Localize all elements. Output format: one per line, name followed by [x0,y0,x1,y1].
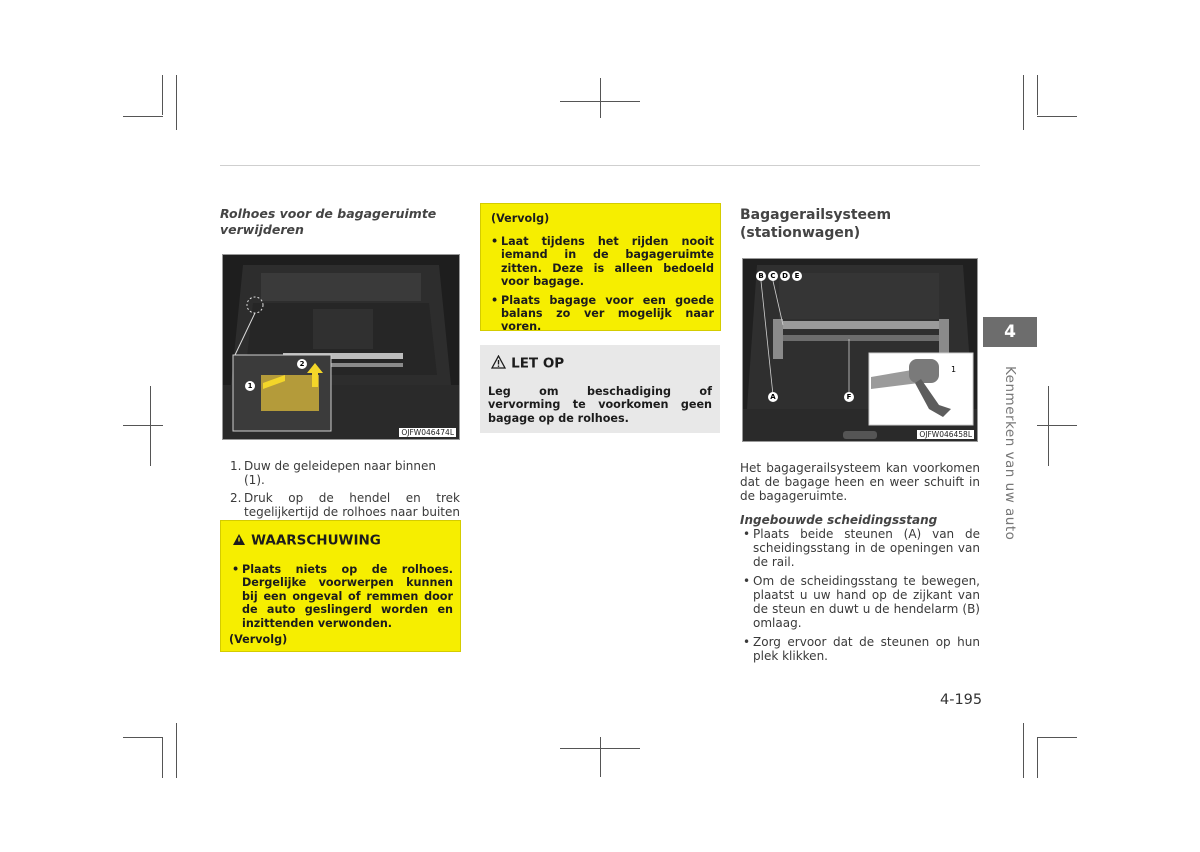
continued-bullet-item [488,235,714,289]
rail-intro: Het bagagerailsysteem kan voorkomen dat de bagage heen en weer schuift in de bagageruimte. [740,461,980,503]
header-rule [220,165,980,166]
callout-e: E [792,271,802,281]
continued-bullet-text: • Plaats bagage voor een goede balans zo ver mogelijk naar voren. [501,293,714,334]
step-item [220,459,460,487]
section-heading-rail-2: (stationwagen) [740,225,861,241]
rail-bullet-item [740,527,980,569]
step-text: Druk op de hendel en trek tegelijkertijd de rolhoes naar buiten [244,491,460,519]
continued-bullet-item [488,294,714,334]
rail-bullets [740,527,980,668]
step-number: 1. [230,459,242,473]
page-number: 4-195 [940,692,983,708]
callout-a: A [768,392,778,402]
caution-title: LET OP [511,355,565,372]
callout-d: D [780,271,790,281]
step-number: 2. [230,491,242,505]
continued-warning-box [480,203,721,334]
warning-title: WAARSCHUWING [251,532,381,549]
section-heading-rail-1: Bagagerailsysteem [740,207,892,223]
warning-title-row [232,530,381,550]
callout-f: F [844,392,854,402]
rail-bullet-text: • Plaats beide steunen (A) van de scheidingsstang in de openingen van de rail. [753,527,980,569]
callout-2: 2 [297,359,307,369]
callout-1-right: 1 [951,365,957,374]
warning-bullet [229,563,453,635]
section-heading-rolhoes: Rolhoes voor de bagageruimte verwijderen [220,206,437,237]
continued-header: (Vervolg) [491,212,550,225]
photo-cargo-cover [222,254,460,440]
step-text: Duw de geleidepen naar binnen (1). [244,459,436,487]
callout-b: B [756,271,766,281]
photo-code: OJFW046458L [919,430,972,439]
luggage-rail-illustration [743,259,977,441]
continued-bullets [488,235,714,339]
warning-bullet-text: • Plaats niets op de rolhoes. Dergelijke voorwerpen kunnen bij een ongeval of remmen door de auto geslingerd worden en inzittenden verwonden. [242,563,453,630]
callout-c: C [768,271,778,281]
rail-bullet-item [740,635,980,663]
caution-triangle-icon [491,354,506,373]
warning-triangle-icon [232,531,246,550]
chapter-tab: 4 [983,317,1037,347]
caution-box [480,345,720,433]
photo-code: OJFW046474L [401,428,454,437]
caution-text: Leg om beschadiging of vervorming te voorkomen geen bagage op de rolhoes. [488,385,712,425]
warning-continued: (Vervolg) [229,633,288,646]
warning-bullet-item [229,563,453,630]
subheading-scheidingsstang: Ingebouwde scheidingsstang [740,513,938,527]
photo-luggage-rail [742,258,978,442]
rail-bullet-text: • Zorg ervoor dat de steunen op hun plek klikken. [753,635,980,663]
chapter-title: Kenmerken van uw auto [1002,366,1018,541]
rail-bullet-text: • Om de scheidingsstang te bewegen, plaatst u uw hand op de zijkant van de steun en duwt u de hendelarm (B) omlaag. [753,574,980,630]
rail-bullet-item [740,574,980,630]
caution-title-row [491,353,564,373]
cargo-cover-illustration [223,255,459,439]
warning-box [220,520,461,652]
callout-1: 1 [245,381,255,391]
continued-bullet-text: • Laat tijdens het rijden nooit iemand in de bagageruimte zitten. Deze is alleen bedoeld voor bagage. [501,235,714,289]
